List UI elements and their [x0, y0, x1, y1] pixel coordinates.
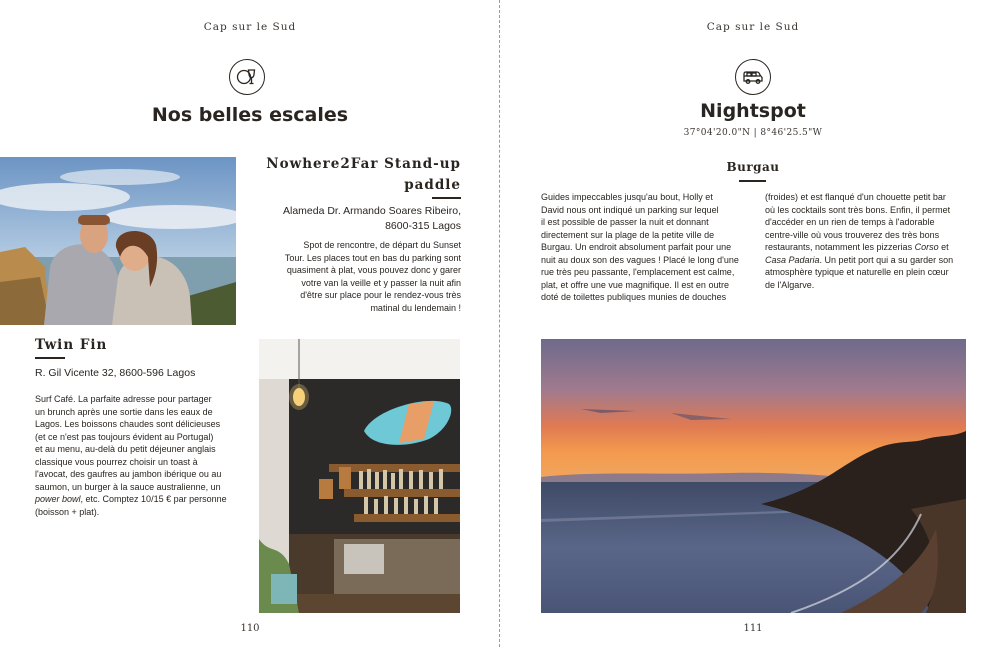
col2-line: de l'Algarve.: [765, 279, 815, 290]
photo-cafe-interior: [259, 339, 460, 613]
twinfin-name: Twin Fin: [35, 337, 108, 353]
nowhere-name: [240, 154, 461, 196]
nowhere-text-line: quasiment à plat, vous pouvez donc y garer: [286, 265, 461, 275]
wine-glass-icon: [229, 59, 265, 95]
twinfin-text-after-em: , etc. Comptez 10/15 € par personne: [80, 494, 227, 504]
place-rule: [739, 180, 766, 182]
nightspot-col1: [541, 191, 743, 304]
page-number-right: 111: [743, 623, 763, 634]
photo-couple-svg: [0, 157, 236, 325]
col1-line: directement sur la plage de la petite ville de: [541, 229, 715, 240]
col2-text: restaurants, notamment les pizzerias: [765, 242, 913, 252]
twinfin-text-line: classique vous pourrez choisir un toast à: [35, 456, 198, 467]
twinfin-text-line: un brunch après une sortie dans les eaux de: [35, 406, 213, 417]
nowhere-address-line2: 8600-315 Lagos: [385, 219, 461, 232]
col2-after: . Un petit port qui a su garder son: [819, 254, 954, 265]
col2-line: centre-ville où vous trouverez des très bons: [765, 229, 940, 240]
twinfin-text-line: Surf Café. La parfaite adresse pour partager: [35, 394, 212, 404]
col1-line: David nous ont indiqué un parking sur lequel: [541, 204, 719, 215]
right-page: [500, 0, 1000, 647]
nowhere-name-line1: Nowhere2Far Stand-up: [266, 156, 461, 172]
twinfin-text-line: (et ce n'est pas toujours évident au Portugal): [35, 431, 214, 442]
photo-cafe-svg: [259, 339, 460, 613]
twinfin-text-em: power bowl: [35, 494, 81, 504]
nowhere-rule: [432, 197, 461, 199]
twinfin-rule: [35, 357, 65, 359]
photo-sunset-svg: [541, 339, 966, 613]
campervan-icon: [735, 59, 771, 95]
campervan-icon-svg: [741, 65, 765, 89]
col1-line: doté de toilettes publiques munies de douches: [541, 292, 727, 302]
wine-glass-icon-svg: [235, 65, 259, 89]
twinfin-text-line: (boisson + plat).: [35, 506, 100, 517]
twinfin-text-line: l'avocat, des gaufres au jambon ibérique ou au: [35, 469, 222, 479]
col2-line: où les cocktails sont très bons. Enfin, il permet: [765, 204, 951, 215]
nowhere-text-line: votre van la veille et y passer la nuit afin: [301, 277, 461, 288]
gps-coordinates: 37°04'20.0"N | 8°46'25.5"W: [683, 128, 823, 138]
photo-couple: [0, 157, 236, 325]
nowhere-text-line: d'être sur place pour le rendez-vous très: [300, 290, 461, 300]
col2-line: [765, 254, 966, 267]
nowhere-name-line2: paddle: [404, 177, 461, 193]
twinfin-address: R. Gil Vicente 32, 8600-596 Lagos: [35, 367, 196, 379]
col2-line: atmosphère typique et naturelle en plein cœur: [765, 267, 949, 277]
page-number-left: 110: [240, 623, 260, 634]
twinfin-text-line: [35, 493, 245, 506]
place-name: Burgau: [726, 160, 780, 174]
twinfin-text-line: saumon, un burger à la sauce australienne, un: [35, 481, 221, 492]
running-header-right: Cap sur le Sud: [706, 21, 800, 33]
twinfin-text-line: Lagos. Les boissons chaudes sont délicieuses: [35, 419, 221, 429]
col2-line: (froides) et est flanqué d'un chouette petit bar: [765, 192, 946, 202]
col2-line: d'accéder en un rien de temps à l'adorable: [765, 217, 935, 227]
col1-line: Burgau. Un endroit absolument parfait pour une: [541, 242, 732, 252]
page-title-left: Nos belles escales: [151, 104, 349, 126]
col2-mid: et: [938, 242, 949, 252]
page-title-right: Nightspot: [700, 100, 806, 122]
nowhere-address-line1: Alameda Dr. Armando Soares Ribeiro,: [282, 205, 461, 217]
nowhere-address: [240, 204, 461, 233]
running-header-left: Cap sur le Sud: [203, 21, 297, 33]
col2-em-corso: Corso: [914, 242, 939, 252]
twinfin-text-line: et au menu, au-delà du petit déjeuner anglais: [35, 444, 216, 454]
col1-line: nuit au doux son des vagues ! Placé le long d'une: [541, 254, 739, 265]
nowhere-text-line: Tour. Les places tout en bas du parking sont: [284, 252, 461, 263]
col1-line: il est possible de passer la nuit et donnant: [541, 217, 709, 227]
twinfin-text: [35, 393, 245, 518]
nowhere-text-line: matinal du lendemain !: [370, 302, 461, 313]
nowhere-text: [240, 239, 461, 314]
col1-line: rue très peu passante, l'emplacement est calme,: [541, 267, 735, 277]
col2-line: [765, 241, 966, 254]
col1-line: Guides impeccables jusqu'au bout, Holly et: [541, 192, 713, 202]
nightspot-col2: [765, 191, 966, 291]
nowhere-text-line: Spot de rencontre, de départ du Sunset: [303, 240, 461, 250]
photo-burgau-sunset: [541, 339, 966, 613]
col1-line: plat, et offre une vue magnifique. Il est en outre: [541, 279, 729, 290]
col2-em-casa: Casa Padaria: [765, 254, 820, 265]
